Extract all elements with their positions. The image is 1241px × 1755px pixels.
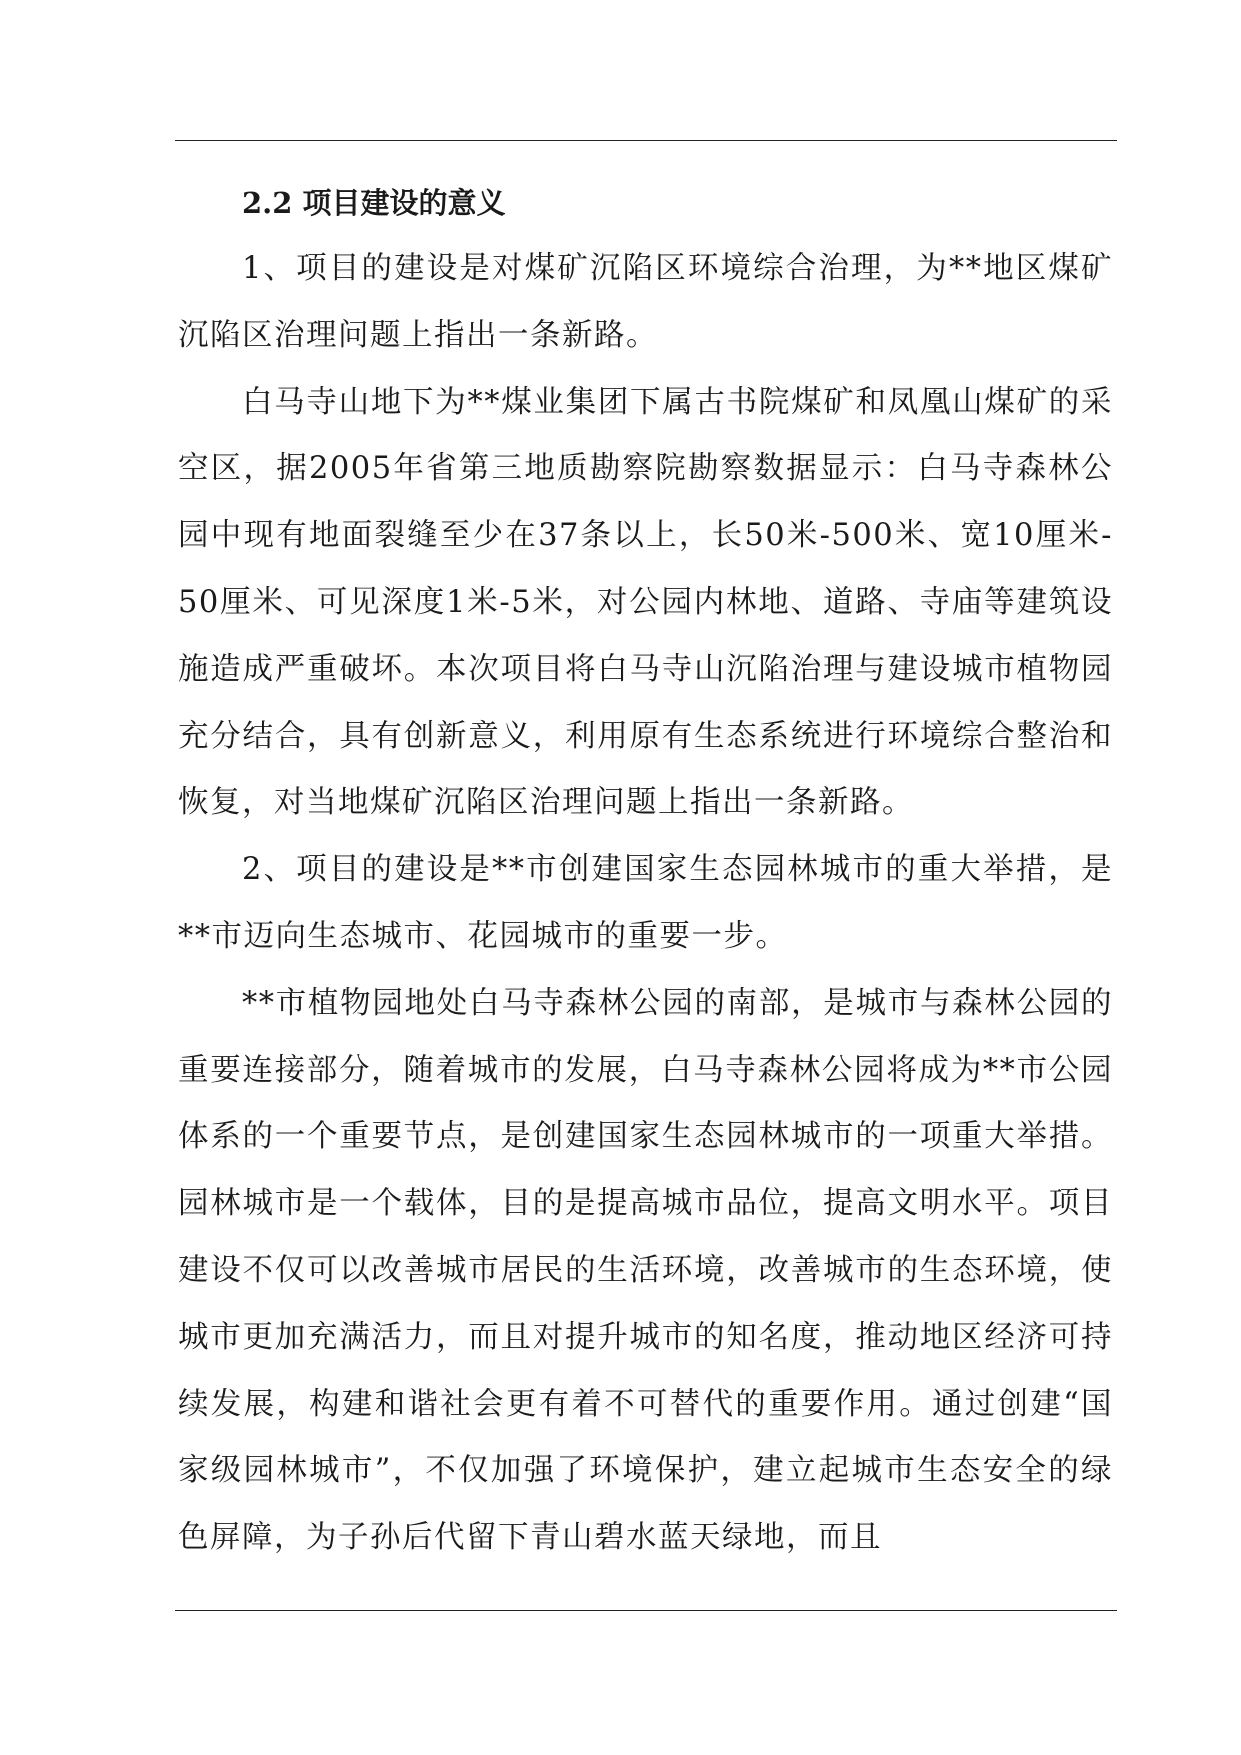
paragraph-2: 白马寺山地下为**煤业集团下属古书院煤矿和凤凰山煤矿的采空区，据2005年省第三地质勘察院勘察数据显示：白马寺森林公园中现有地面裂缝至少在37条以上，长50米-500米、宽10厘米-50厘米、可见深度1米-5米，对公园内林地、道路、寺庙等建筑设施造成严重破坏。本次项目将白马寺山沉陷治理与建设城市植物园充分结合，具有创新意义，利用原有生态系统进行环境综合整治和恢复，对当地煤矿沉陷区治理问题上指出一条新路。 [178, 384, 1113, 821]
section-heading: 2.2 项目建设的意义 [242, 186, 506, 220]
paragraph-4: **市植物园地处白马寺森林公园的南部，是城市与森林公园的重要连接部分，随着城市的发展，白马寺森林公园将成为**市公园体系的一个重要节点，是创建国家生态园林城市的一项重大举措。园林城市是一个载体，目的是提高城市品位，提高文明水平。项目建设不仅可以改善城市居民的生活环境，改善城市的生态环境，使城市更加充满活力，而且对提升城市的知名度，推动地区经济可持续发展，构建和谐社会更有着不可替代的重要作用。通过创建“国家级园林城市”，不仅加强了环境保护，建立起城市生态安全的绿色屏障，为子孙后代留下青山碧水蓝天绿地，而且 [178, 985, 1113, 1556]
page-body [178, 170, 1113, 1572]
header-rule [175, 140, 1117, 141]
footer-rule [175, 1610, 1117, 1611]
paragraph-1: 1、项目的建设是对煤矿沉陷区环境综合治理，为**地区煤矿沉陷区治理问题上指出一条新路。 [178, 251, 1113, 353]
paragraph-3: 2、项目的建设是**市创建国家生态园林城市的重大举措，是**市迈向生态城市、花园城市的重要一步。 [178, 852, 1113, 954]
